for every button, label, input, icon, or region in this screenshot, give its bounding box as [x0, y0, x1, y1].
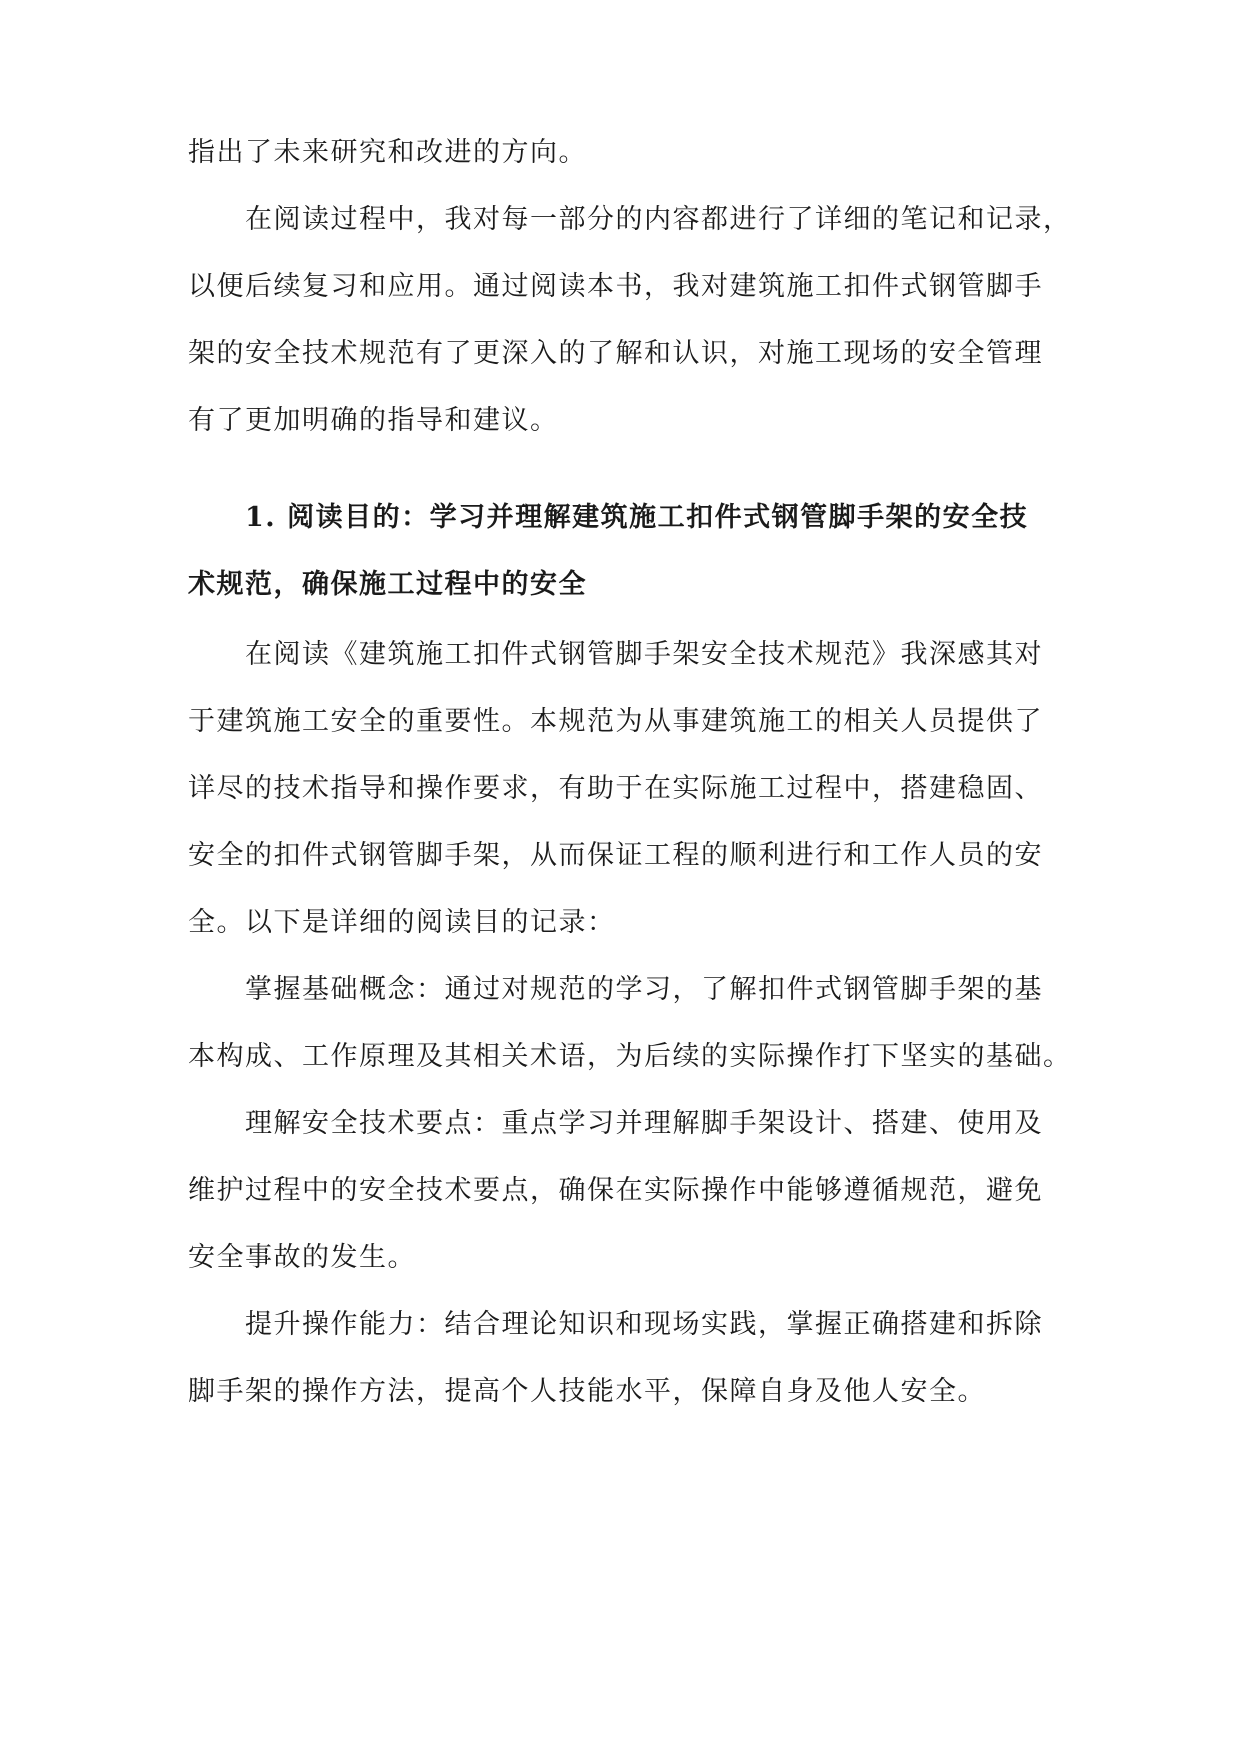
paragraph-5-line-2: 维护过程中的安全技术要点，确保在实际操作中能够遵循规范，避免 [188, 1175, 1043, 1206]
paragraph-3-line-4: 安全的扣件式钢管脚手架，从而保证工程的顺利进行和工作人员的安 [188, 840, 1043, 871]
paragraph-6-line-2: 脚手架的操作方法，提高个人技能水平，保障自身及他人安全。 [188, 1376, 986, 1407]
section-heading-line-2: 术规范，确保施工过程中的安全 [188, 569, 587, 600]
paragraph-3-line-5: 全。以下是详细的阅读目的记录： [188, 907, 616, 938]
paragraph-5-line-3: 安全事故的发生。 [188, 1242, 416, 1273]
paragraph-5-line-1: 理解安全技术要点：重点学习并理解脚手架设计、搭建、使用及 [245, 1108, 1043, 1139]
paragraph-4-line-1: 掌握基础概念：通过对规范的学习，了解扣件式钢管脚手架的基 [245, 974, 1043, 1005]
paragraph-3-line-3: 详尽的技术指导和操作要求，有助于在实际施工过程中，搭建稳固、 [188, 773, 1043, 804]
paragraph-2-line-2: 以便后续复习和应用。通过阅读本书，我对建筑施工扣件式钢管脚手 [188, 271, 1043, 302]
paragraph-2-line-4: 有了更加明确的指导和建议。 [188, 405, 559, 436]
paragraph-6-line-1: 提升操作能力：结合理论知识和现场实践，掌握正确搭建和拆除 [245, 1309, 1043, 1340]
paragraph-3-line-2: 于建筑施工安全的重要性。本规范为从事建筑施工的相关人员提供了 [188, 706, 1043, 737]
paragraph-1-line-1: 指出了未来研究和改进的方向。 [188, 137, 587, 168]
paragraph-4-line-2: 本构成、工作原理及其相关术语，为后续的实际操作打下坚实的基础。 [188, 1041, 1072, 1072]
paragraph-3-line-1: 在阅读《建筑施工扣件式钢管脚手架安全技术规范》我深感其对 [245, 639, 1043, 670]
paragraph-2-line-1: 在阅读过程中，我对每一部分的内容都进行了详细的笔记和记录， [245, 204, 1072, 235]
section-heading-line-1: 1. 阅读目的：学习并理解建筑施工扣件式钢管脚手架的安全技 [245, 502, 1029, 533]
paragraph-2-line-3: 架的安全技术规范有了更深入的了解和认识，对施工现场的安全管理 [188, 338, 1043, 369]
